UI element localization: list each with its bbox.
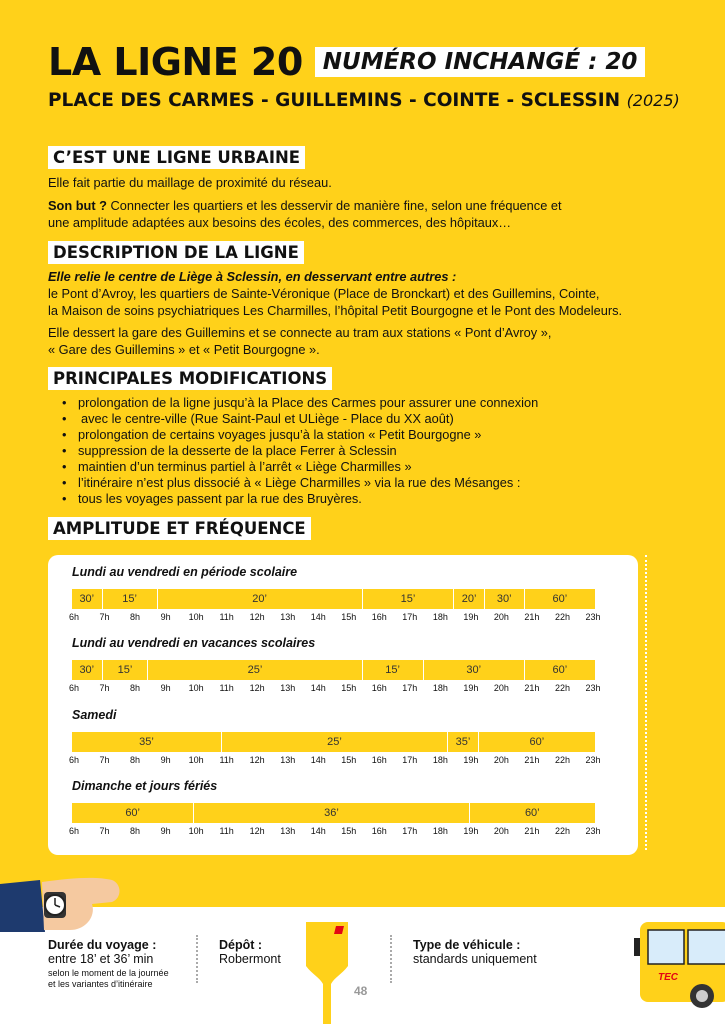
duration-note-2: et les variantes d’itinéraire [48,979,153,989]
hour-tick-label: 21h [524,612,540,622]
hour-tick-label: 11h [219,683,234,693]
section-urbaine-heading: C’EST UNE LIGNE URBAINE [48,146,305,169]
section-amplitude-heading: AMPLITUDE ET FRÉQUENCE [48,517,311,540]
description-line-3: Elle dessert la gare des Guillemins et se connecte au tram aux stations « Pont d’Avroy », [48,325,552,340]
bus-stop-sign-icon [302,918,352,1024]
route-year: (2025) [626,91,680,110]
hour-tick-label: 16h [371,683,387,693]
list-item: • prolongation de la ligne jusqu’à la Place des Carmes pour assurer une connexion [62,395,538,411]
hour-tick-label: 11h [219,826,234,836]
list-item: • maintien d’un terminus partiel à l’arrêt « Liège Charmilles » [62,459,538,475]
sign-pole [306,950,348,1024]
frequency-segment: 35’ [72,732,222,752]
hand-watch-illustration [0,872,130,940]
hour-tick-label: 20h [493,612,509,622]
hour-tick-label: 16h [371,826,387,836]
frequency-segment: 25’ [148,660,362,680]
list-item-continuation [62,411,538,427]
hour-tick-label: 8h [130,612,141,622]
dotted-divider [645,555,647,850]
frequency-segment: 15’ [363,589,455,609]
list-item-continuation-text: tous les voyages passent par la rue des Bruyères. [78,491,362,506]
frequency-segment: 30’ [72,589,103,609]
frequency-bar [72,660,595,680]
duration-note-1: selon le moment de la journée [48,968,169,978]
hour-tick-label: 9h [160,826,171,836]
hour-tick-label: 20h [493,755,509,765]
vehicle-label: Type de véhicule : [413,938,521,952]
hour-tick-label: 21h [524,826,540,836]
hour-tick-label: 17h [402,826,418,836]
hour-tick-label: 23h [585,826,601,836]
frequency-bar [72,589,595,609]
duration-label: Durée du voyage : [48,938,157,952]
hour-tick-label: 12h [249,826,265,836]
description-line-4: « Gare des Guillemins » et « Petit Bourgogne ». [48,342,320,357]
hour-tick-label: 15h [341,683,357,693]
frequency-segment: 30’ [424,660,525,680]
route-subtitle [48,90,680,111]
frequency-bar [72,732,595,752]
hour-tick-label: 6h [68,612,80,622]
hour-tick-label: 10h [188,826,204,836]
hour-tick-label: 7h [99,826,110,836]
hour-tick-label: 10h [188,612,204,622]
frequency-segment: 25’ [222,732,448,752]
hour-tick-label: 13h [280,612,296,622]
frequency-segment: 30’ [72,660,103,680]
frequency-segment: 20’ [454,589,485,609]
schedule-title: Lundi au vendredi en vacances scolaires [72,636,316,650]
frequency-bar [72,803,595,823]
description-block-1 [48,268,678,319]
title-row [48,40,645,84]
list-item-continuation-text: avec le centre-ville (Rue Saint-Paul et ULiège - Place du XX août) [81,411,454,426]
hour-tick-label: 8h [130,755,141,765]
hour-ticks [68,826,601,840]
hour-tick-label: 19h [463,612,479,622]
frequency-segment: 15’ [103,589,158,609]
hour-tick-label: 19h [463,683,479,693]
hour-tick-label: 9h [160,683,171,693]
hour-tick-label: 6h [68,683,80,693]
frequency-segment: 60’ [470,803,595,823]
urbaine-p2-label: Son but ? [48,198,107,213]
hour-tick-label: 7h [99,755,110,765]
description-block-2 [48,324,678,358]
hour-tick-label: 6h [68,826,80,836]
hour-tick-label: 22h [554,755,570,765]
hour-tick-label: 22h [554,826,570,836]
frequency-segment: 60’ [525,660,595,680]
frequency-segment: 15’ [363,660,424,680]
modifications-list [62,395,538,507]
hour-tick-label: 14h [310,612,326,622]
frequency-segment: 30’ [485,589,525,609]
schedule-title: Lundi au vendredi en période scolaire [72,565,298,579]
hour-tick-label: 12h [249,683,265,693]
bus-window [648,930,684,964]
hour-ticks [68,755,601,769]
footer-vehicle [413,938,537,966]
list-item: • suppression de la desserte de la place Ferrer à Sclessin [62,443,538,459]
hour-tick-label: 19h [463,826,479,836]
hour-tick-label: 20h [493,683,509,693]
bus-wheel-hub [696,990,708,1002]
frequency-segment: 36’ [194,803,469,823]
frequency-segment: 60’ [72,803,194,823]
hour-tick-label: 23h [585,755,601,765]
hour-tick-label: 15h [341,826,357,836]
hour-tick-label: 12h [249,612,265,622]
hour-tick-label: 16h [371,612,387,622]
list-item-continuation [62,491,538,507]
hour-tick-label: 18h [432,612,448,622]
hour-tick-label: 10h [188,755,204,765]
hour-tick-label: 23h [585,683,601,693]
depot-value: Robermont [219,952,281,966]
line-number-badge: NUMÉRO INCHANGÉ : 20 [315,47,646,77]
frequency-segment: 15’ [103,660,149,680]
urbaine-p2 [48,197,678,231]
bus-window [688,930,725,964]
hour-tick-label: 21h [524,683,540,693]
page-title: LA LIGNE 20 [48,40,303,84]
frequency-segment: 60’ [525,589,595,609]
duration-note [48,968,169,990]
hour-tick-label: 7h [99,683,110,693]
hour-tick-label: 15h [341,755,357,765]
hour-tick-label: 16h [371,755,387,765]
vehicle-value: standards uniquement [413,952,537,966]
hour-tick-label: 22h [554,683,570,693]
urbaine-p2-text2: une amplitude adaptées aux besoins des écoles, des commerces, des hôpitaux… [48,215,512,230]
hour-tick-label: 8h [130,683,141,693]
hour-ticks [68,683,601,697]
urbaine-p1: Elle fait partie du maillage de proximité du réseau. [48,175,332,190]
hour-tick-label: 17h [402,755,418,765]
depot-label: Dépôt : [219,938,263,952]
description-line-1: le Pont d’Avroy, les quartiers de Sainte-Véronique (Place de Bronckart) et des Guillemins, Cointe, [48,286,600,301]
duration-value: entre 18’ et 36’ min [48,952,154,966]
hour-tick-label: 11h [219,755,234,765]
hour-tick-label: 12h [249,755,265,765]
description-line-2: la Maison de soins psychiatriques Les Charmilles, l’hôpital Petit Bourgogne et le Pont des Modeleurs. [48,303,623,318]
footer-divider [196,935,198,983]
hour-tick-label: 6h [68,755,80,765]
page-number: 48 [354,984,368,998]
description-lead: Elle relie le centre de Liège à Sclessin, en desservant entre autres : [48,269,457,284]
section-description-heading: DESCRIPTION DE LA LIGNE [48,241,304,264]
frequency-segment: 60’ [479,732,595,752]
frequency-segment: 35’ [448,732,479,752]
hour-tick-label: 18h [432,755,448,765]
hour-tick-label: 11h [219,612,234,622]
urbaine-p2-text: Connecter les quartiers et les desservir de manière fine, selon une fréquence et [107,198,562,213]
hour-tick-label: 13h [280,755,296,765]
schedule-title: Dimanche et jours fériés [72,779,218,793]
footer-duration [48,938,169,990]
hour-tick-label: 17h [402,612,418,622]
hour-tick-label: 10h [188,683,204,693]
hour-tick-label: 18h [432,683,448,693]
hour-tick-label: 17h [402,683,418,693]
hour-tick-label: 22h [554,612,570,622]
list-item: • prolongation de certains voyages jusqu’à la station « Petit Bourgogne » [62,427,538,443]
hour-tick-label: 7h [99,612,110,622]
hour-tick-label: 14h [310,826,326,836]
hour-tick-label: 13h [280,826,296,836]
hour-tick-label: 14h [310,683,326,693]
frequency-segment: 20’ [158,589,363,609]
hour-tick-label: 14h [310,755,326,765]
hour-tick-label: 13h [280,683,296,693]
bus-logo-text: TEC [658,972,678,983]
hour-tick-label: 8h [130,826,141,836]
hour-tick-label: 9h [160,755,171,765]
footer-divider [390,935,392,983]
hour-tick-label: 23h [585,612,601,622]
hour-tick-label: 18h [432,826,448,836]
hour-tick-label: 21h [524,755,540,765]
hour-tick-label: 15h [341,612,357,622]
route-text: PLACE DES CARMES - GUILLEMINS - COINTE - SCLESSIN [48,90,621,111]
schedule-title: Samedi [72,708,117,722]
hour-tick-label: 9h [160,612,171,622]
bus-mirror [634,938,640,956]
bus-icon [632,918,725,1010]
hour-ticks [68,612,601,626]
list-item: • l’itinéraire n’est plus dissocié à « Liège Charmilles » via la rue des Mésanges : [62,475,538,491]
footer-depot [219,938,281,966]
sleeve-shape [0,880,45,932]
hour-tick-label: 19h [463,755,479,765]
section-modifications-heading: PRINCIPALES MODIFICATIONS [48,367,332,390]
hour-tick-label: 20h [493,826,509,836]
